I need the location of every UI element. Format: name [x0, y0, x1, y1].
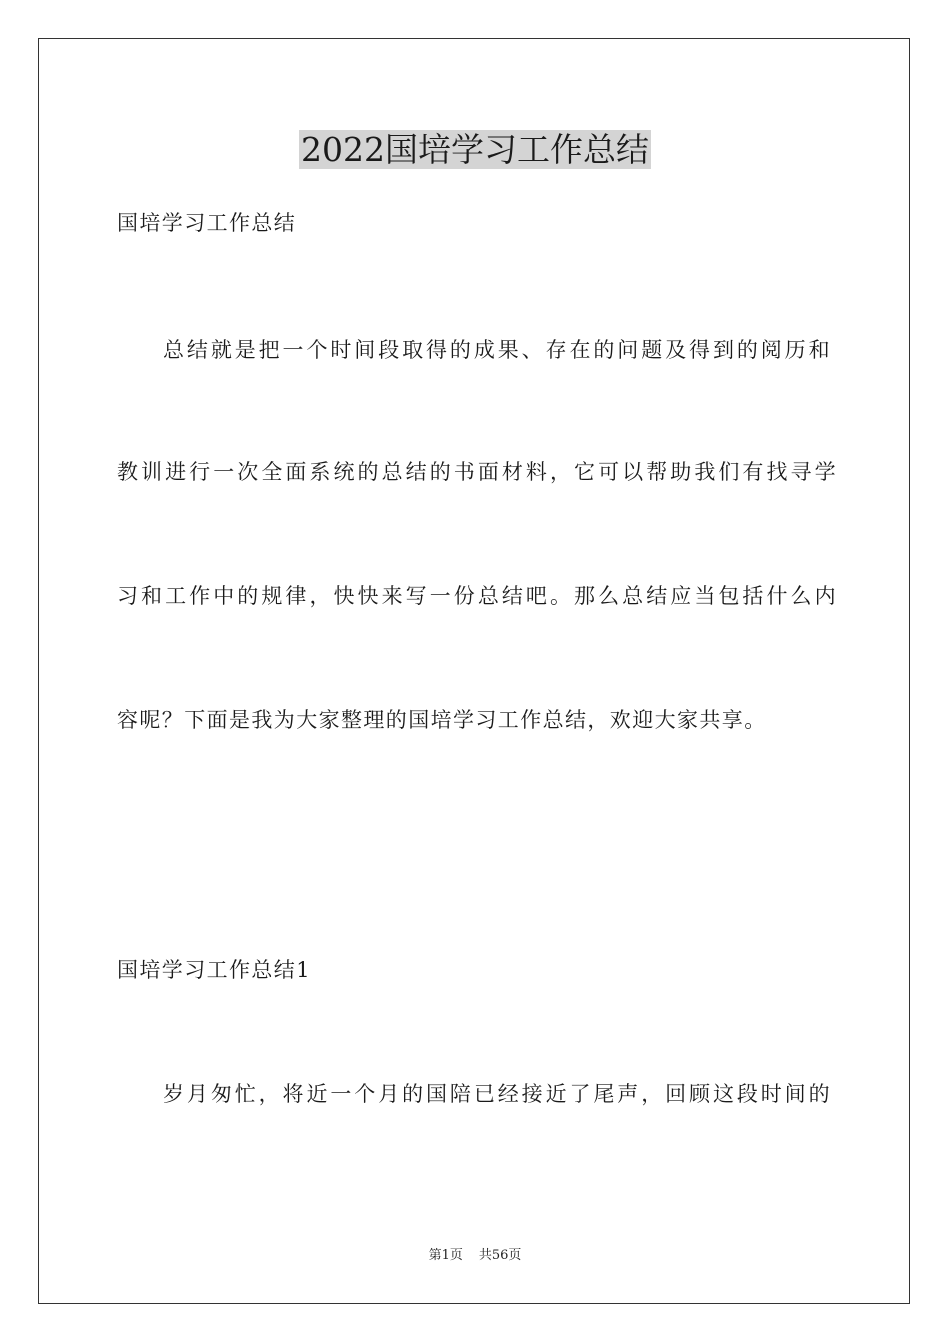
page-footer — [0, 1246, 950, 1266]
intro-paragraph-line: 总结就是把一个时间段取得的成果、存在的问题及得到的阅历和 — [163, 338, 831, 362]
document-title-text: 2022国培学习工作总结 — [301, 130, 649, 169]
page-number: 第1页 — [428, 1248, 463, 1263]
document-subtitle: 国培学习工作总结 — [117, 211, 297, 235]
section-paragraph-line: 岁月匆忙，将近一个月的国陪已经接近了尾声，回顾这段时间的 — [163, 1082, 831, 1106]
intro-paragraph-line: 习和工作中的规律，快快来写一份总结吧。那么总结应当包括什么内 — [117, 584, 837, 608]
page-total: 共56页 — [478, 1248, 522, 1263]
intro-paragraph-line: 容呢？下面是我为大家整理的国培学习工作总结，欢迎大家共享。 — [117, 708, 767, 732]
intro-paragraph-line: 教训进行一次全面系统的总结的书面材料，它可以帮助我们有找寻学 — [117, 460, 837, 484]
document-title — [0, 128, 950, 172]
section-heading: 国培学习工作总结1 — [117, 958, 311, 982]
